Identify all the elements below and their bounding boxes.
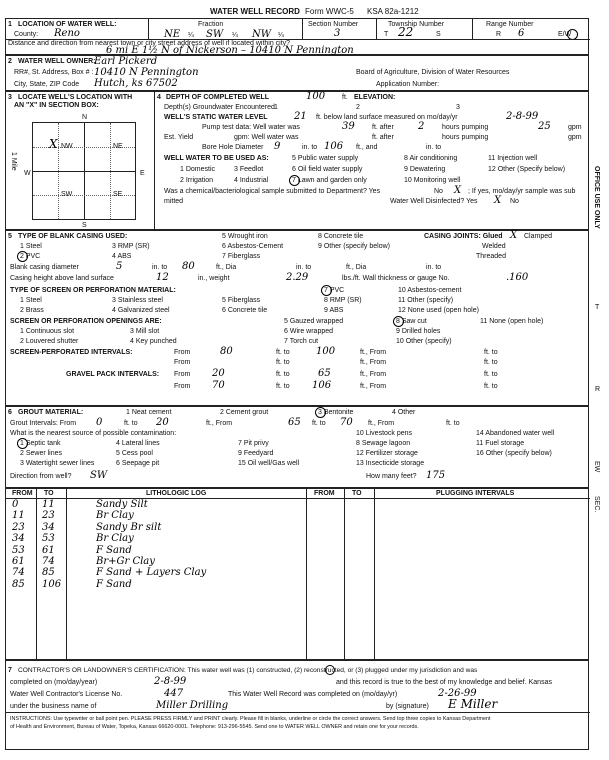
log-from-cell[interactable]: 53 xyxy=(12,544,25,556)
casing-weight[interactable]: 2.29 xyxy=(286,272,309,283)
gravel1-from[interactable]: 20 xyxy=(212,368,225,379)
section-casing: 5 TYPE OF BLANK CASING USED: 5 Wrought iron 8 Concrete tile CASING JOINTS: Glued X Clamped 1 Steel 3 RMP (SR) 6 Asbestos-Cement 9 Other (specify below) Welded 2 PVC 4 ABS 7 Fiberglass Threaded Blank casing diameter 5 in. to 80 ft., Dia in. to ft., Dia in. to Casing height above land surface 12 in., weight 2.29 lbs./ft. Wall thickness or gauge No. .160 TYPE OF SCREEN OR PERFORATION MATERIAL: 7 PVC 10 Asbestos-cement 1 Steel 3 Stainless steel 5 Fiberglass 8 RMP (SR) 11 Other (specify) 2 Brass 4 Galvanized steel 6 Concrete tile 9 ABS 12 None used (open hole) SCREEN OR PERFORATION OPENINGS ARE: 5 Gauzed wrapped 8 Saw cut 11 None (open hole) 1 Continuous slot 3 Mill slot 6 Wire wrapped 9 Drilled holes 2 Louvered shutter 4 Key punched 7 Torch cut 10 Other (specify) SCREEN-PERFORATED INTERVALS: From 80 ft. to 100 ft., From ft. to From ft. to ft., From ft. to GRAVEL PACK INTERVALS: From 20 ft. to 65 ft., From ft. to From 70 ft. to 106 ft., From ft. to xyxy=(5,230,589,406)
location-heading: LOCATION OF WATER WELL: xyxy=(18,21,117,28)
table-row xyxy=(6,578,590,591)
gravel2-to[interactable]: 106 xyxy=(312,380,332,391)
license-number[interactable]: 447 xyxy=(164,688,184,699)
distance-label: Distance and direction from nearest town or city street address of well if located within city? xyxy=(8,40,291,47)
log-description-cell[interactable]: Br+Gr Clay xyxy=(96,556,155,567)
screen-pvc-circle xyxy=(321,285,332,296)
constructed-circle xyxy=(325,665,335,675)
disinfected-mark[interactable]: X xyxy=(494,195,502,206)
fraction-3[interactable]: NW xyxy=(252,29,272,40)
business-name[interactable]: Miller Drilling xyxy=(156,700,229,711)
grout1-from[interactable]: 0 xyxy=(96,417,103,428)
table-row xyxy=(6,569,590,579)
section-box[interactable]: NW NE SW SE X xyxy=(32,122,136,220)
range-number[interactable]: 6 xyxy=(518,28,525,39)
owner-name[interactable]: Earl Pickerd xyxy=(94,56,158,67)
table-row xyxy=(6,544,590,557)
glued-mark[interactable]: X xyxy=(510,230,518,241)
pvc-circle xyxy=(17,251,28,262)
table-row xyxy=(6,521,590,534)
log-from-cell[interactable]: 61 xyxy=(12,556,25,567)
log-from-cell[interactable]: 23 xyxy=(12,521,25,533)
grout2-to[interactable]: 70 xyxy=(340,417,353,428)
section-grout: 6 GROUT MATERIAL: 1 Neat cement 2 Cement grout 3 Bentonite 4 Other Grout Intervals: From 0 ft. to 20 ft., From 65 ft. to 70 ft., From ft. to What is the nearest source of possible contamination: 10 Livestock pens 14 Abandoned water well 1 Septic tank 4 Lateral lines 7 Pit privy 8 Sewage lagoon 11 Fuel storage 2 Sewer lines 5 Cess pool 9 Feedyard 12 Fertilizer storage 16 Other (specify below) 3 Watertight sewer lines 6 Seepage pit 15 Oil well/Gas well 13 Insecticide storage Direction from well? SW How many feet? 175 xyxy=(5,406,589,488)
gravel1-to[interactable]: 65 xyxy=(318,368,331,379)
bentonite-circle xyxy=(315,407,326,418)
section-locate-depth: 3 LOCATE WELL'S LOCATION WITH AN "X" IN SECTION BOX: NW NE SW SE X N S W E 1 Mile 4 DEPTH OF COMPLETED WELL 100 ft. ELEVATION: Depth(s) Groundwater Encountered 1 2 3 WELL'S STATIC WATER LEVEL 21 ft. below land surface measured on mo/day/yr 2-8-99 Pump test data: Well water was 39 ft. after 2 hours pumping 25 gpm Est. Yield gpm: Well water was ft. after hours pumping gpm Bore Hole Diameter 9 in. to 106 ft., and in. to WELL WATER TO BE USED AS: 5 Public water supply 8 Air conditioning 11 Injection well 1 Domestic 3 Feedlot 6 Oil field water supply 9 Dewatering 12 Other (Specify below) 2 Irrigation 4 Industrial 7 Lawn and garden only 10 Monitoring well Was a chemical/bacteriological sample submitted to Department? Yes No X ; If yes, mo/day/yr sample was sub mitted Water Well Disinfected? Yes X No xyxy=(5,91,589,230)
pump-level[interactable]: 39 xyxy=(342,121,355,132)
distance-value[interactable]: 6 mi E 1½ N of Nickerson – 10410 N Pennington xyxy=(106,45,354,56)
table-row xyxy=(6,512,590,522)
log-to-cell[interactable]: 85 xyxy=(42,567,55,579)
table-row xyxy=(6,535,590,545)
table-row xyxy=(6,558,590,568)
log-description-cell[interactable]: F Sand xyxy=(96,544,132,556)
fraction-2[interactable]: SW xyxy=(206,29,224,40)
signature[interactable]: E Miller xyxy=(448,697,498,711)
septic-circle xyxy=(17,438,28,449)
log-to-cell[interactable]: 106 xyxy=(42,578,62,590)
perf-from[interactable]: 80 xyxy=(220,346,233,357)
log-to-cell[interactable]: 11 xyxy=(42,499,55,510)
log-description-cell[interactable]: F Sand xyxy=(96,578,132,590)
lithologic-log-table: FROM TO LITHOLOGIC LOG FROM TO PLUGGING INTERVALS 0 11 Sandy Silt 11 23 Br Clay 23 34 Sandy Br silt 34 53 Br Clay 53 61 F Sand 61 74 Br+Gr Clay 74 85 F Sand + Layers Clay 85 106 F Sand xyxy=(5,488,589,660)
office-use-label: OFFICE USE ONLY xyxy=(593,166,600,229)
log-from-cell[interactable]: 34 xyxy=(12,533,25,545)
form-header xyxy=(5,6,589,18)
chem-no-mark[interactable]: X xyxy=(454,185,462,196)
bore-depth[interactable]: 106 xyxy=(324,141,344,152)
feet-value[interactable]: 175 xyxy=(426,470,446,481)
log-description-cell[interactable]: F Sand + Layers Clay xyxy=(96,567,207,579)
log-from-cell[interactable]: 85 xyxy=(12,578,25,590)
saw-cut-circle xyxy=(393,316,404,327)
well-location-mark: X xyxy=(49,137,58,151)
depth-value[interactable]: 100 xyxy=(306,91,326,102)
section-owner: 2 WATER WELL OWNER: Earl Pickerd RR#, St. Address, Box # : 10410 N Pennington Board of Agriculture, Division of Water Resources City, State, ZIP Code Hutch, ks 67502 Application Number: xyxy=(5,55,589,91)
county-value[interactable]: Reno xyxy=(54,28,80,39)
log-to-cell[interactable]: 61 xyxy=(42,544,55,556)
casing-diameter[interactable]: 5 xyxy=(116,261,123,272)
fraction-1[interactable]: NE xyxy=(164,29,181,40)
log-to-cell[interactable]: 23 xyxy=(42,510,55,522)
static-date[interactable]: 2-8-99 xyxy=(506,111,539,122)
log-to-cell[interactable]: 74 xyxy=(42,556,55,567)
log-description-cell[interactable]: Sandy Br silt xyxy=(96,521,162,533)
township-number[interactable]: 22 xyxy=(398,25,414,39)
section-location: 1 LOCATION OF WATER WELL: County: Reno Fraction NE ¼ SW ¼ NW ¼ Section Number 3 Township Number T 22 S Range Number R 6 E/W Distance and direction from nearest town or city street address of well if located within city? 6 mi E 1½ N of Nickerson – 10410 N Pennington xyxy=(5,18,589,55)
table-row xyxy=(6,501,590,511)
log-from-cell[interactable]: 74 xyxy=(12,567,25,579)
pump-gpm[interactable]: 25 xyxy=(538,121,551,132)
section-number[interactable]: 3 xyxy=(334,28,341,39)
record-date[interactable]: 2-26-99 xyxy=(438,688,477,699)
section-certification: 7 CONTRACTOR'S OR LANDOWNER'S CERTIFICATION: This water well was (1) constructed, (2) reconstructed, or (3) plugged under my jurisdiction and was completed on (mo/day/year) 2-8-99 and this record is true to the best of my knowledge and belief. Kansas Water Well Contractor's License No. 447 This Water Well Record was completed on (mo/day/yr) 2-26-99 under the business name of Miller Drilling by (signature) E Miller INSTRUCTIONS: Use typewriter or ball point pen. PLEASE PRESS FIRMLY and PRINT clearly. Please fill in blanks, underline or circle the correct answers. Send top three copies to Kansas Department of Health and Environment, Bureau of Water, Topeka, Kansas 66620-0001. Telephone: 913-296-5545. Send one to WATER WELL OWNER and retain one for your records. xyxy=(5,660,589,750)
pump-hours[interactable]: 2 xyxy=(418,121,425,132)
log-to-cell[interactable]: 34 xyxy=(42,521,55,533)
use-7-circle xyxy=(289,175,300,186)
owner-address[interactable]: 10410 N Pennington xyxy=(94,67,199,78)
log-to-cell[interactable]: 53 xyxy=(42,533,55,545)
casing-gauge[interactable]: .160 xyxy=(506,272,529,283)
casing-height[interactable]: 12 xyxy=(156,272,169,283)
completed-date[interactable]: 2-8-99 xyxy=(154,676,187,687)
form-title: WATER WELL RECORD xyxy=(210,7,300,16)
gravel2-from[interactable]: 70 xyxy=(212,380,225,391)
bore-diameter[interactable]: 9 xyxy=(274,141,281,152)
form-number: Form WWC-5 xyxy=(305,7,354,16)
direction-value[interactable]: SW xyxy=(90,470,108,481)
grout1-to[interactable]: 20 xyxy=(156,417,169,428)
owner-city[interactable]: Hutch, ks 67502 xyxy=(94,78,178,89)
water-well-record-form: WATER WELL RECORD Form WWC-5 KSA 82a-1212 1 LOCATION OF WATER WELL: County: Reno Fraction NE ¼ SW ¼ NW ¼ Section Number 3 Township Number T 22 S Range Number R 6 E/W Distance and direction from nearest town or city street address of well if located within city? 6 mi E 1½ N of Nickerson – 10410 N Pennington 2 WATER WELL OWNER: Earl Pickerd RR#, St. Address, Box # : 10410 N Pennington Board of Agriculture, Division of Water Resources City, State, ZIP Code Hutch, ks 67502 Application Number: 3 LOCATE WELL'S LOCATION WITH AN "X" IN SECTION BOX: NW NE SW SE X N S W E 1 Mile 4 DEPTH OF COMPLETED WELL 100 ft. ELEVATION: Depth(s) Groundwater Encountered 1 2 3 WELL'S STATIC WATER LEVEL 21 ft. below land surface measured on mo/day/yr 2-8-99 Pump test data: Well water was 39 ft. after 2 hours pumping 25 gpm Est. Yield gpm: Well water was ft. after hours pumping gpm Bore Hole Diameter 9 in. to 106 ft., and in. to WELL WATER TO BE USED AS: 5 Public water supply 8 Air conditioning 11 Injection well 1 Domestic 3 Feedlot 6 Oil field water supply 9 Dewatering 12 Other (Specify below) 2 Irrigation 4 Industrial 7 Lawn and garden only 10 Monitoring well Was a chemical/bacteriological sample submitted to Department? Yes No X ; If yes, mo/day/yr sample was sub mitted Water Well Disinfected? Yes X No 5 TYPE OF BLANK CASING USED: 5 Wrought iron 8 Concrete tile CASING JOINTS: Glued X Clamped 1 Steel 3 RMP (SR) 6 Asbestos-Cement 9 Other (specify below) Welded 2 PVC 4 ABS 7 Fiberglass Threaded Blank casing diameter 5 in. to 80 ft., Dia in. to ft., Dia in. to Casing height above land surface 12 in., weight 2.29 lbs./ft. Wall thickness or gauge No. .160 TYPE OF SCREEN OR PERFORATION MATERIAL: 7 PVC 10 Asbestos-cement 1 Steel 3 Stainless steel 5 Fiberglass 8 RMP (SR) 11 Other (specify) 2 Brass 4 Galvanized steel 6 Concrete tile 9 ABS 12 None used (open hole) SCREEN OR PERFORATION OPENINGS ARE: 5 Gauzed wrapped 8 Saw cut 11 None (open hole) 1 Continuous slot 3 Mill slot 6 Wire wrapped 9 Drilled holes 2 Louvered shutter 4 Key punched 7 Torch cut 10 Other (specify) SCREEN-PERFORATED INTERVALS: From 80 ft. to 100 ft., From ft. to From ft. to ft., From ft. to GRAVEL PACK INTERVALS: From 20 ft. to 65 ft., From ft. to From 70 ft. to 106 ft., From ft. to 6 GROUT MATERIAL: 1 Neat cement 2 Cement grout 3 Bentonite 4 Other Grout Intervals: From 0 ft. to 20 ft., From 65 ft. to 70 ft., From ft. to What is the nearest source of possible contamination: 10 Livestock pens 14 Abandoned water well 1 Septic tank 4 Lateral lines 7 Pit privy 8 Sewage lagoon 11 Fuel storage 2 Sewer lines 5 Cess pool 9 Feedyard 12 Fertilizer storage 16 Other (specify below) 3 Watertight sewer lines 6 Seepage pit 15 Oil well/Gas well 13 Insecticide storage Direction from well? SW How many feet? 175 FROM TO LITHOLOGIC LOG FROM TO PLUGGING INTERVALS 0 11 Sandy Silt 11 23 Br Clay 23 34 Sandy Br silt 34 53 Br Clay 53 61 F Sand 61 74 Br+Gr Clay 74 85 F Sand + Layers Clay 85 106 F Sand 7 CONTRACTOR'S OR LANDOWNER'S CERTIFICATION: This water well was (1) constructed, (2) reconstructed, or (3) plugged under my jurisdiction and was completed on (mo/day/year) 2-8-99 and this record is true to the best of my knowledge and belief. Kansas Water Well Contractor's License No. 447 This Water Well Record was completed on (mo/day/yr) 2-26-99 under the business name of Miller Drilling by (signature) E Miller INSTRUCTIONS: Use typewriter or ball point pen. PLEASE PRESS FIRMLY and PRINT clearly. Please fill in blanks, underline or circle the correct answers. Send top three copies to Kansas Department of Health and Environment, Bureau of Water, Topeka, Kansas 66620-0001. Telephone: 913-296-5545. Send one to WATER WELL OWNER and retain one for your records. OFFICE USE ONLY T R EW SEC. xyxy=(5,6,589,750)
ksa-reference: KSA 82a-1212 xyxy=(367,7,419,16)
log-from-cell[interactable]: 0 xyxy=(12,499,19,510)
casing-to[interactable]: 80 xyxy=(182,261,195,272)
log-description-cell[interactable]: Br Clay xyxy=(96,510,134,522)
log-description-cell[interactable]: Sandy Silt xyxy=(96,499,148,510)
grout2-from[interactable]: 65 xyxy=(288,417,301,428)
log-from-cell[interactable]: 11 xyxy=(12,510,25,522)
perf-to[interactable]: 100 xyxy=(316,346,336,357)
static-level[interactable]: 21 xyxy=(294,111,307,122)
log-description-cell[interactable]: Br Clay xyxy=(96,533,134,545)
